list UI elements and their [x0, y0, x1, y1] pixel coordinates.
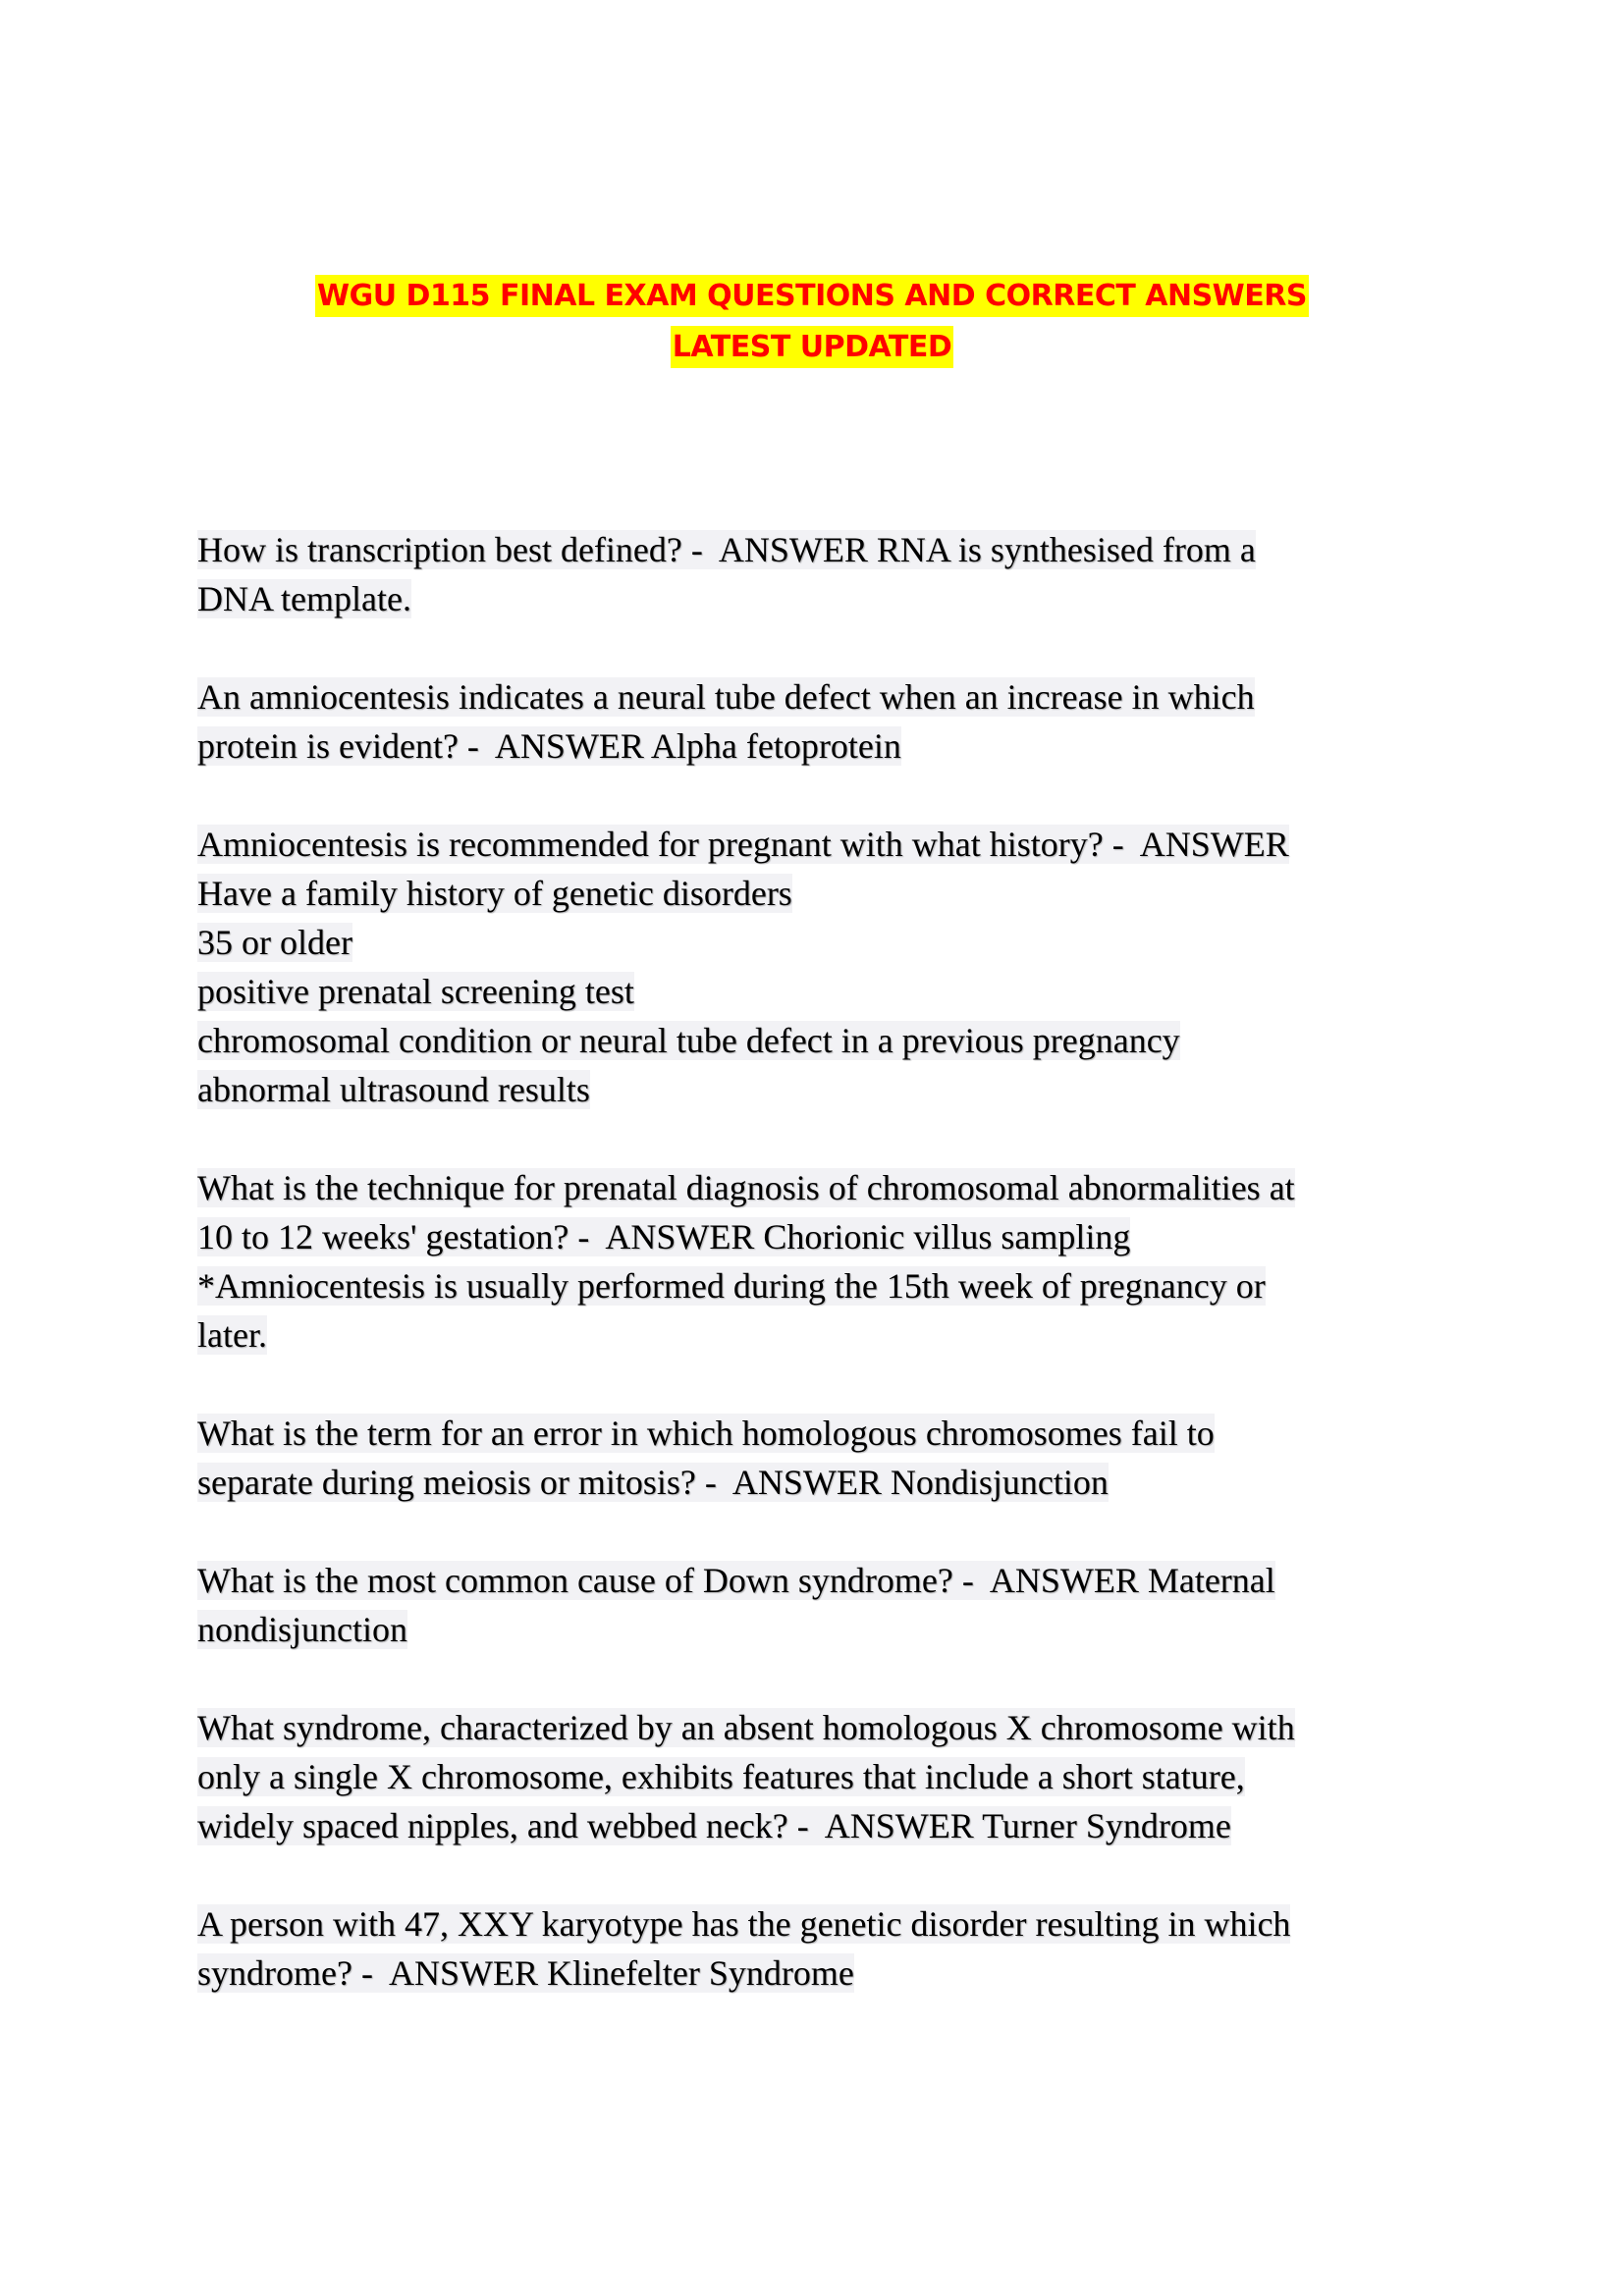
document-title	[196, 271, 1428, 373]
title-line-1-text: WGU D115 FINAL EXAM QUESTIONS AND CORRECT ANSWERS	[315, 275, 1309, 317]
qa-line-text: positive prenatal screening test	[197, 972, 634, 1011]
qa-line-text: What syndrome, characterized by an absent homologous X chromosome with	[197, 1708, 1295, 1747]
qa-line-text: syndrome? - ANSWER Klinefelter Syndrome	[197, 1953, 854, 1993]
title-line-2	[196, 322, 1428, 373]
qa-line	[197, 1065, 1415, 1114]
qa-line	[197, 869, 1415, 918]
qa-line-text: A person with 47, XXY karyotype has the genetic disorder resulting in which	[197, 1904, 1291, 1944]
qa-line	[197, 672, 1415, 721]
qa-line	[197, 820, 1415, 869]
qa-line-text: 10 to 12 weeks' gestation? - ANSWER Chorionic villus sampling	[197, 1217, 1131, 1256]
qa-line-text: 35 or older	[197, 923, 352, 962]
qa-line	[197, 1310, 1415, 1360]
qa-line-text: DNA template.	[197, 579, 411, 618]
qa-line	[197, 1949, 1415, 1998]
qa-line-text: only a single X chromosome, exhibits features that include a short stature,	[197, 1757, 1245, 1796]
qa-list	[197, 525, 1415, 2047]
qa-line-text: What is the most common cause of Down syndrome? - ANSWER Maternal	[197, 1561, 1275, 1600]
title-line-2-text: LATEST UPDATED	[671, 326, 953, 368]
qa-item	[197, 672, 1415, 771]
qa-item	[197, 820, 1415, 1114]
qa-line	[197, 1801, 1415, 1850]
qa-line-text: *Amniocentesis is usually performed during the 15th week of pregnancy or	[197, 1266, 1266, 1306]
qa-item	[197, 1163, 1415, 1360]
qa-line	[197, 1212, 1415, 1261]
qa-line-text: Amniocentesis is recommended for pregnant with what history? - ANSWER	[197, 825, 1289, 864]
qa-line-text: What is the technique for prenatal diagnosis of chromosomal abnormalities at	[197, 1168, 1295, 1207]
qa-line	[197, 967, 1415, 1016]
qa-item	[197, 1899, 1415, 1998]
qa-line-text: later.	[197, 1315, 267, 1355]
qa-line-text: widely spaced nipples, and webbed neck? - ANSWER Turner Syndrome	[197, 1806, 1231, 1845]
qa-line	[197, 1163, 1415, 1212]
qa-line-text: An amniocentesis indicates a neural tube defect when an increase in which	[197, 677, 1255, 717]
title-line-1	[196, 271, 1428, 322]
qa-item	[197, 1703, 1415, 1850]
qa-line-text: Have a family history of genetic disorders	[197, 874, 792, 913]
qa-line	[197, 1899, 1415, 1949]
qa-item	[197, 525, 1415, 623]
qa-line-text: What is the term for an error in which homologous chromosomes fail to	[197, 1414, 1215, 1453]
qa-line	[197, 574, 1415, 623]
qa-line-text: protein is evident? - ANSWER Alpha fetoprotein	[197, 726, 901, 766]
qa-item	[197, 1409, 1415, 1507]
qa-line-text: nondisjunction	[197, 1610, 407, 1649]
qa-item	[197, 1556, 1415, 1654]
qa-line	[197, 1752, 1415, 1801]
qa-line-text: chromosomal condition or neural tube defect in a previous pregnancy	[197, 1021, 1180, 1060]
qa-line	[197, 525, 1415, 574]
qa-line	[197, 1458, 1415, 1507]
qa-line	[197, 1605, 1415, 1654]
qa-line	[197, 1016, 1415, 1065]
qa-line	[197, 918, 1415, 967]
qa-line-text: separate during meiosis or mitosis? - ANSWER Nondisjunction	[197, 1463, 1109, 1502]
qa-line	[197, 1409, 1415, 1458]
qa-line	[197, 1556, 1415, 1605]
qa-line	[197, 1703, 1415, 1752]
qa-line-text: How is transcription best defined? - ANSWER RNA is synthesised from a	[197, 530, 1256, 569]
qa-line-text: abnormal ultrasound results	[197, 1070, 590, 1109]
qa-line	[197, 721, 1415, 771]
qa-line	[197, 1261, 1415, 1310]
